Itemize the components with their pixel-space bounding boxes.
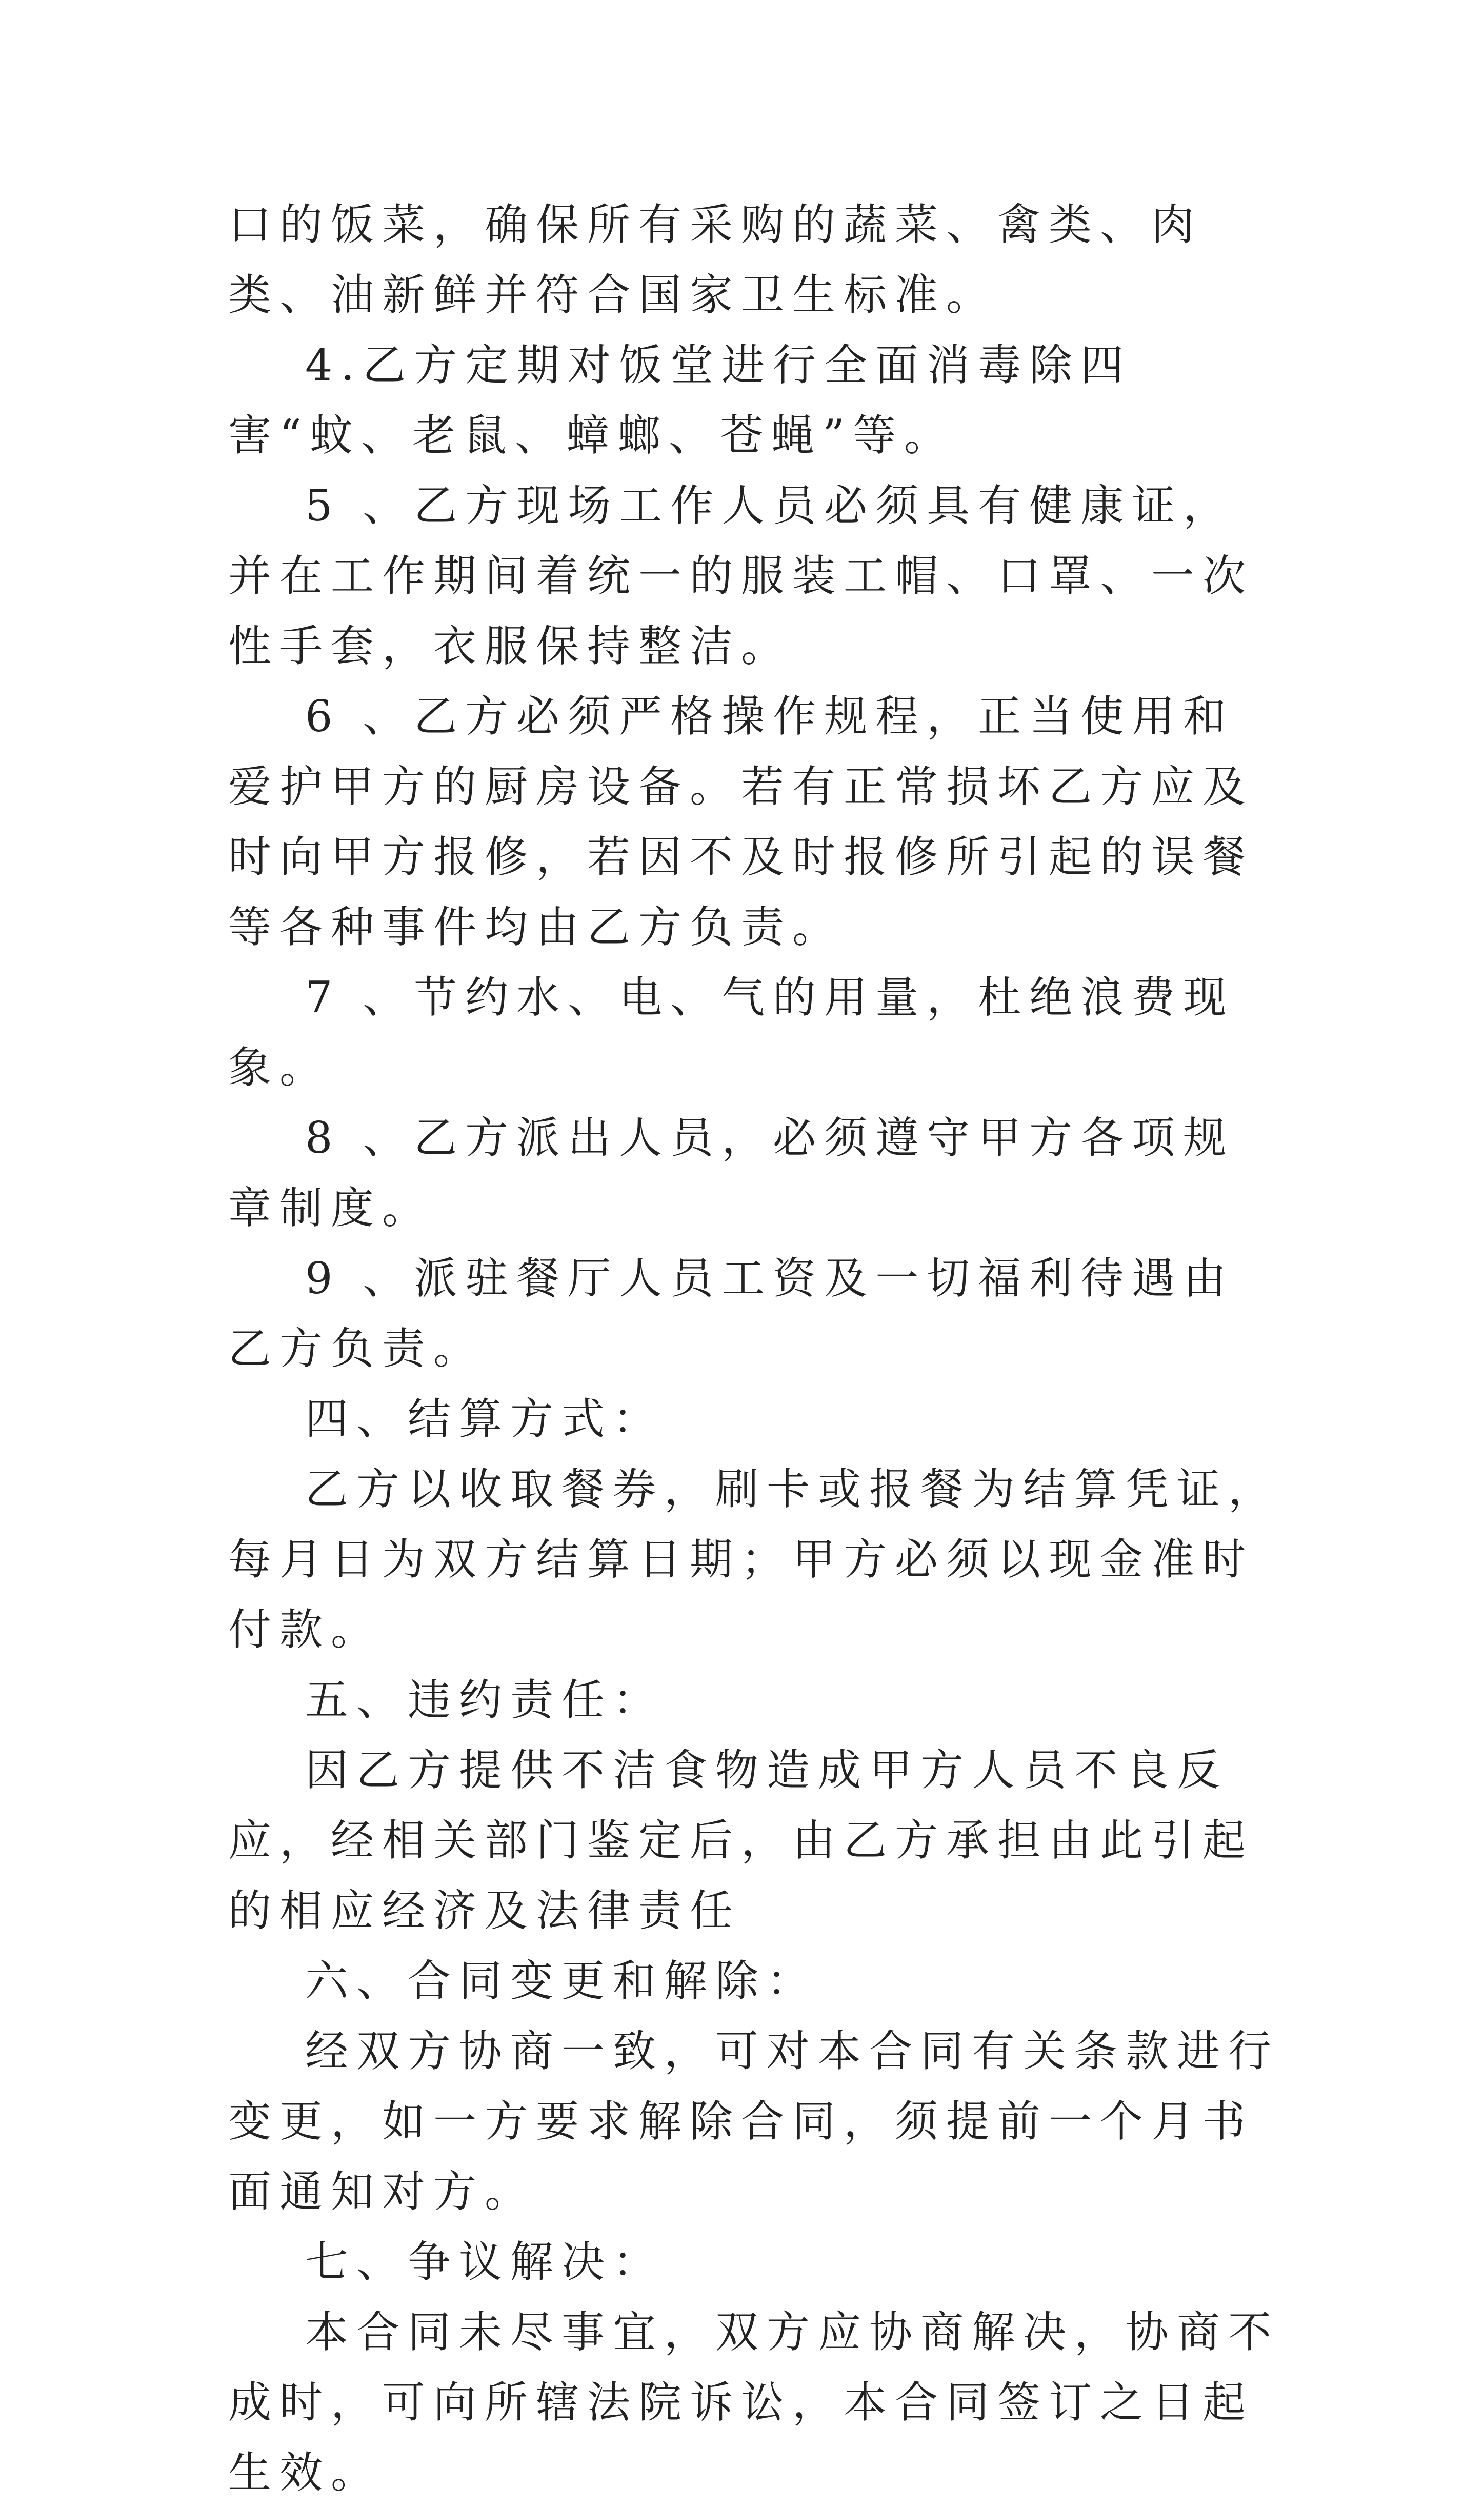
paragraph-item-4: 4.乙方定期对饭堂进行全面消毒除四害“蚊、老鼠、蟑螂、苍蝇”等。 <box>228 340 1132 460</box>
paragraph-change: 经双方协商一致，可对本合同有关条款进行变更，如一方要求解除合同，须提前一个月书面通知对方。 <box>228 2026 1280 2217</box>
paragraph-continuation: 口的饭菜，确保所有采购的蔬菜、禽类、肉类、油新鲜并符合国家卫生标准。 <box>228 199 1203 320</box>
paragraph-item-6: 6 、乙方必须严格操作规程，正当使用和爱护甲方的厨房设备。若有正常损坏乙方应及时向甲方报修，若因不及时报修所引起的误餐等各种事件均由乙方负责。 <box>228 691 1254 952</box>
paragraph-settlement: 乙方以收取餐券，刷卡或报餐为结算凭证，每月日为双方结算日期；甲方必须以现金准时付款。 <box>228 1464 1280 1655</box>
document-body <box>228 190 1279 2508</box>
section-heading-breach: 五、违约责任： <box>305 1675 665 1725</box>
paragraph-item-5: 5 、乙方现场工作人员必须具有健康证，并在工作期间着统一的服装工帽、口罩、一次性手套，衣服保持整洁。 <box>228 480 1254 671</box>
section-heading-settlement: 四、结算方式： <box>305 1394 665 1444</box>
paragraph-breach: 因乙方提供不洁食物造成甲方人员不良反应，经相关部门鉴定后，由乙方承担由此引起的相应经济及法律责任 <box>228 1745 1254 1936</box>
paragraph-item-7: 7 、节约水、电、气的用量，杜绝浪费现象。 <box>228 972 1235 1093</box>
section-heading-change: 六、合同变更和解除： <box>305 1956 818 2006</box>
paragraph-dispute: 本合同未尽事宜，双方应协商解决，协商不成时，可向所辖法院诉讼，本合同签订之日起生效。 <box>228 2307 1280 2498</box>
paragraph-item-9: 9 、派驻餐厅人员工资及一切福利待遇由乙方负责。 <box>228 1253 1235 1374</box>
paragraph-item-8: 8 、乙方派出人员，必须遵守甲方各项规章制度。 <box>228 1113 1235 1233</box>
section-heading-dispute: 七、争议解决： <box>305 2237 665 2287</box>
